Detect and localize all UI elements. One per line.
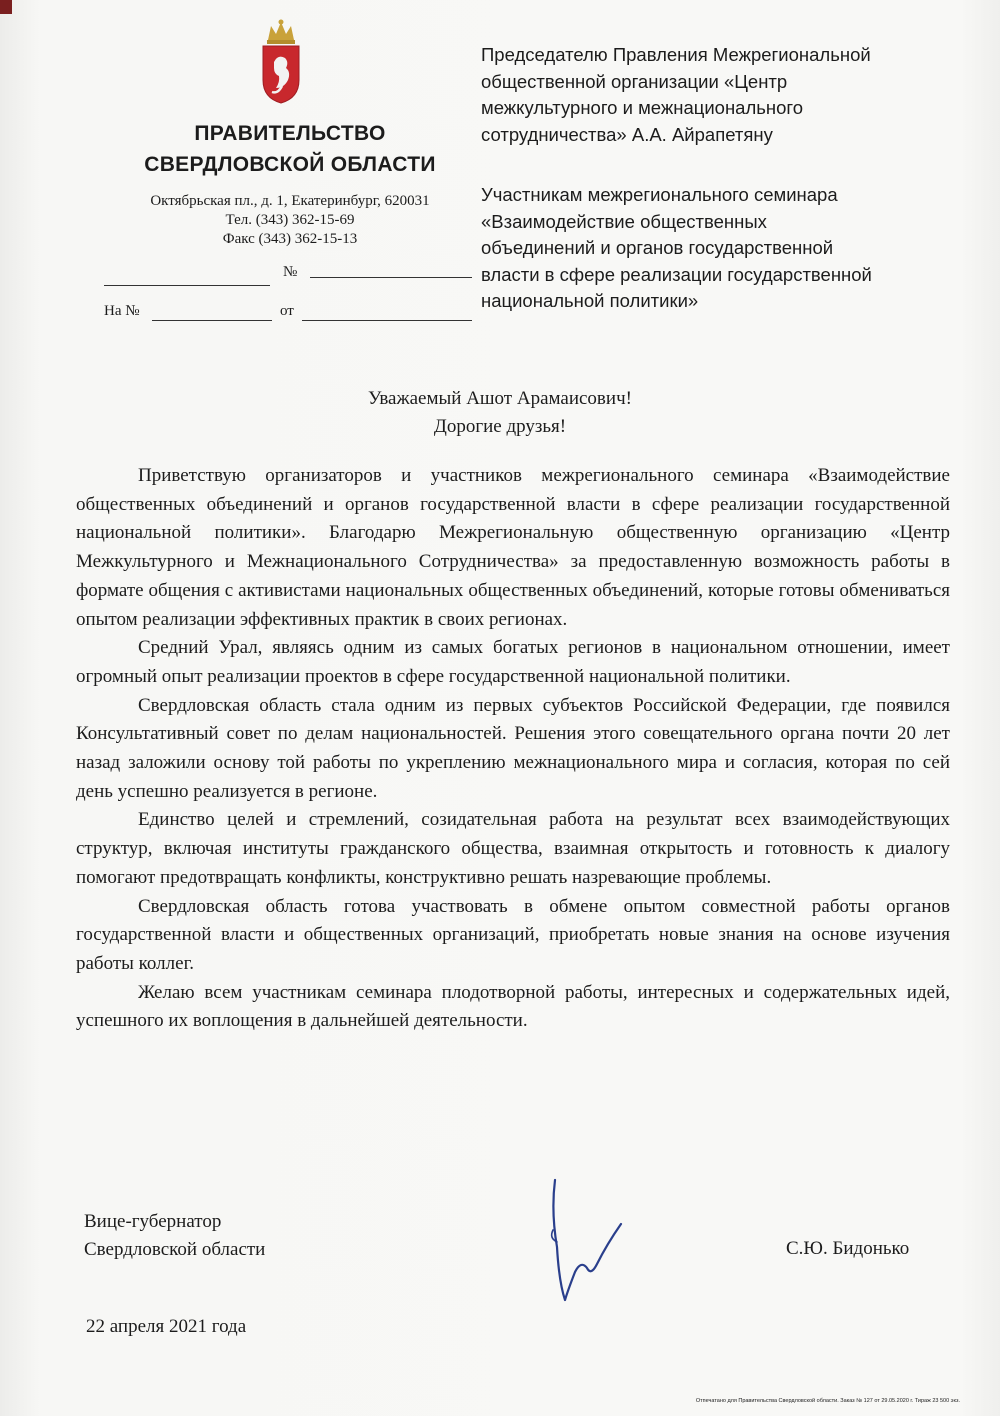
ref-number-line [152, 320, 272, 321]
address: Октябрьская пл., д. 1, Екатеринбург, 620031 [150, 193, 430, 209]
recipient-chairman [481, 42, 961, 148]
paragraph: Приветствую организаторов и участников межрегионального семинара «Взаимодействие общественных объединений и органов государственной власти в сфере реализации государственной национальной политики». Благодарю Межрегиональную общественную организацию «Центр Межкультурного и Межнационального Сотрудничества» за предоставленную возможность работы в формате общения с активистами национальных общественных объединений, которые готовы обмениваться опытом реализации эффективных практик в своих регионах. [76, 465, 950, 630]
signatory-title-line2: Свердловской области [84, 1239, 266, 1260]
recipient-line: объединений и органов государственной [481, 237, 834, 258]
recipient-seminar-participants [481, 182, 961, 315]
signatory-title-line1: Вице-губернатор [84, 1211, 222, 1232]
recipient-line: сотрудничества» А.А. Айрапетяну [481, 123, 773, 145]
handwritten-signature [535, 1172, 635, 1307]
coat-of-arms-icon [258, 18, 304, 104]
paragraph: Свердловская область стала одним из первых субъектов Российской Федерации, где появился Консультативный совет по делам национальностей. Решения этого совещательного органа почти 20 лет назад заложили основу той работы по укреплению межнационального мира и согласия, которая по сей день успешно реализуется в регионе. [76, 694, 950, 802]
organization-contacts [90, 192, 490, 249]
org-name-line1: ПРАВИТЕЛЬСТВО [194, 122, 386, 145]
paragraph: Средний Урал, являясь одним из самых богатых регионов в национальном отношении, имеет огромный опыт реализации проектов в сфере государственной национальной политики. [76, 637, 950, 687]
ref-number-label: На № [104, 303, 140, 319]
recipient-line: общественной организации «Центр [481, 70, 788, 92]
recipient-line: межкультурного и межнационального [481, 97, 804, 118]
recipient-line: власти в сфере реализации государственной [481, 263, 872, 285]
org-name-line2: СВЕРДЛОВСКОЙ ОБЛАСТИ [144, 153, 436, 176]
letter-date: 22 апреля 2021 года [86, 1316, 247, 1337]
recipient-line: Участникам межрегионального семинара [481, 184, 838, 205]
fax: Факс (343) 362-15-13 [222, 231, 358, 247]
salutation-line2: Дорогие друзья! [433, 416, 567, 437]
letter-body [76, 462, 950, 1036]
number-label: № [283, 264, 298, 280]
signatory-title [84, 1208, 265, 1264]
outgoing-number-line [310, 277, 472, 278]
print-note: Отпечатано для Правительства Свердловской области. Заказ № 127 от 29.05.2020 г. Тираж 23 500 экз. [695, 1398, 960, 1404]
outgoing-date-line [104, 285, 270, 286]
signatory-name: С.Ю. Бидонько [786, 1238, 910, 1259]
organization-name [90, 118, 490, 180]
from-label: от [280, 303, 294, 319]
phone: Тел. (343) 362-15-69 [225, 212, 355, 228]
corner-mark [0, 0, 12, 14]
salutation-line1: Уважаемый Ашот Арамаисович! [368, 388, 632, 409]
paragraph: Желаю всем участникам семинара плодотворной работы, интересных и содержательных идей, успешного их воплощения в дальнейшей деятельности. [76, 981, 950, 1032]
recipient-line: Председателю Правления Межрегиональной [481, 44, 871, 65]
recipient-line: национальной политики» [481, 290, 699, 311]
paragraph: Единство целей и стремлений, созидательная работа на результат всех взаимодействующих структур, включая институты гражданского общества, взаимная открытость и готовность к диалогу помогают предотвращать конфликты, конструктивно решать назревающие проблемы. [76, 809, 950, 888]
recipient-line: «Взаимодействие общественных [481, 210, 767, 232]
salutation [0, 385, 1000, 441]
ref-date-line [302, 320, 472, 321]
paragraph: Свердловская область готова участвовать в обмене опытом совместной работы органов государственной власти и общественных организаций, приобретать новые знания на основе изучения работы коллег. [76, 895, 950, 974]
